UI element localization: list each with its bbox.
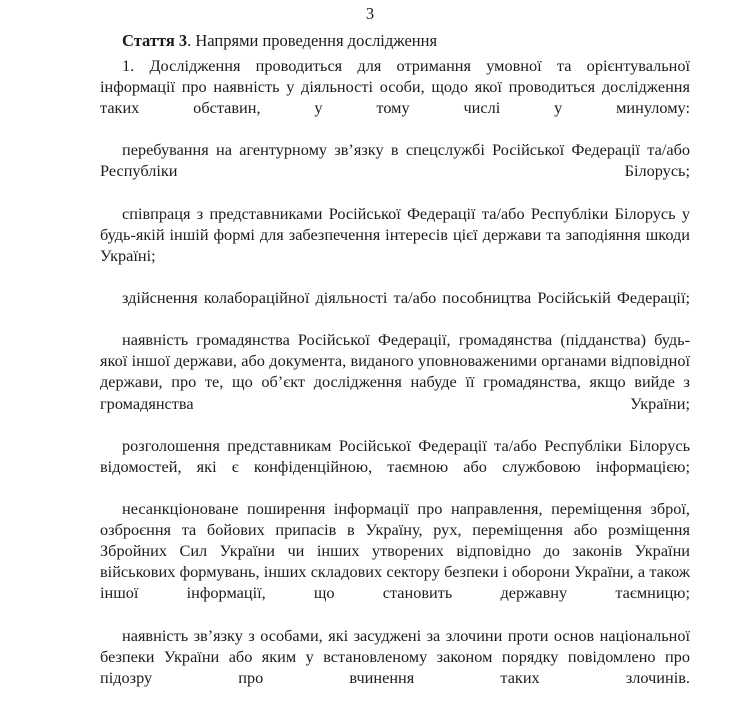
article-label: Стаття 3 xyxy=(122,31,188,50)
paragraph-item-agent-link: перебування на агентурному зв’язку в спецслужбі Російської Федерації та/або Республіки Білорусь; xyxy=(100,140,690,181)
page-number: 3 xyxy=(365,4,375,23)
document-text-body xyxy=(100,28,690,709)
paragraph-item-links-with-convicted: наявність зв’язку з особами, які засуджені за злочини проти основ національної безпеки України або яким у встановленому законом порядку повідомлено про підозру про вчинення таких злочинів. xyxy=(100,625,690,687)
paragraph-item-cooperation: співпраця з представниками Російської Федерації та/або Республіки Білорусь у будь-якій іншій формі для забезпечення інтересів цієї держави та заподіяння шкоди Україні; xyxy=(100,203,690,265)
paragraph-item-disclosure: розголошення представникам Російської Федерації та/або Республіки Білорусь відомостей, які є конфіденційною, таємною або службовою інформацією; xyxy=(100,435,690,476)
paragraph-item-collaboration: здійснення колабораційної діяльності та/або пособництва Російській Федерації; xyxy=(122,288,690,308)
paragraph-intro: 1. Дослідження проводиться для отримання умовної та орієнтувальної інформації про наявність у діяльності особи, щодо якої проводиться дослідження таких обставин, у тому числі у минулому: xyxy=(100,56,690,118)
page-title xyxy=(100,28,690,53)
paragraph-item-unauthorized-spread: несанкціоноване поширення інформації про направлення, переміщення зброї, озброєння та бойових припасів в Україну, рух, переміщення або розміщення Збройних Сил України чи інших утворених відповідно до законів України військових формувань, інших складових сектору безпеки і оборони України, а також іншої інформації, що становить державну таємницю; xyxy=(100,498,690,603)
article-title: . Напрями проведення дослідження xyxy=(187,31,438,50)
paragraph-item-citizenship: наявність громадянства Російської Федерації, громадянства (підданства) будь-якої іншої держави, або документа, виданого уповноваженими органами відповідної держави, про те, що об’єкт дослідження набуде її громадянства, якщо вийде з громадянства України; xyxy=(100,330,690,413)
